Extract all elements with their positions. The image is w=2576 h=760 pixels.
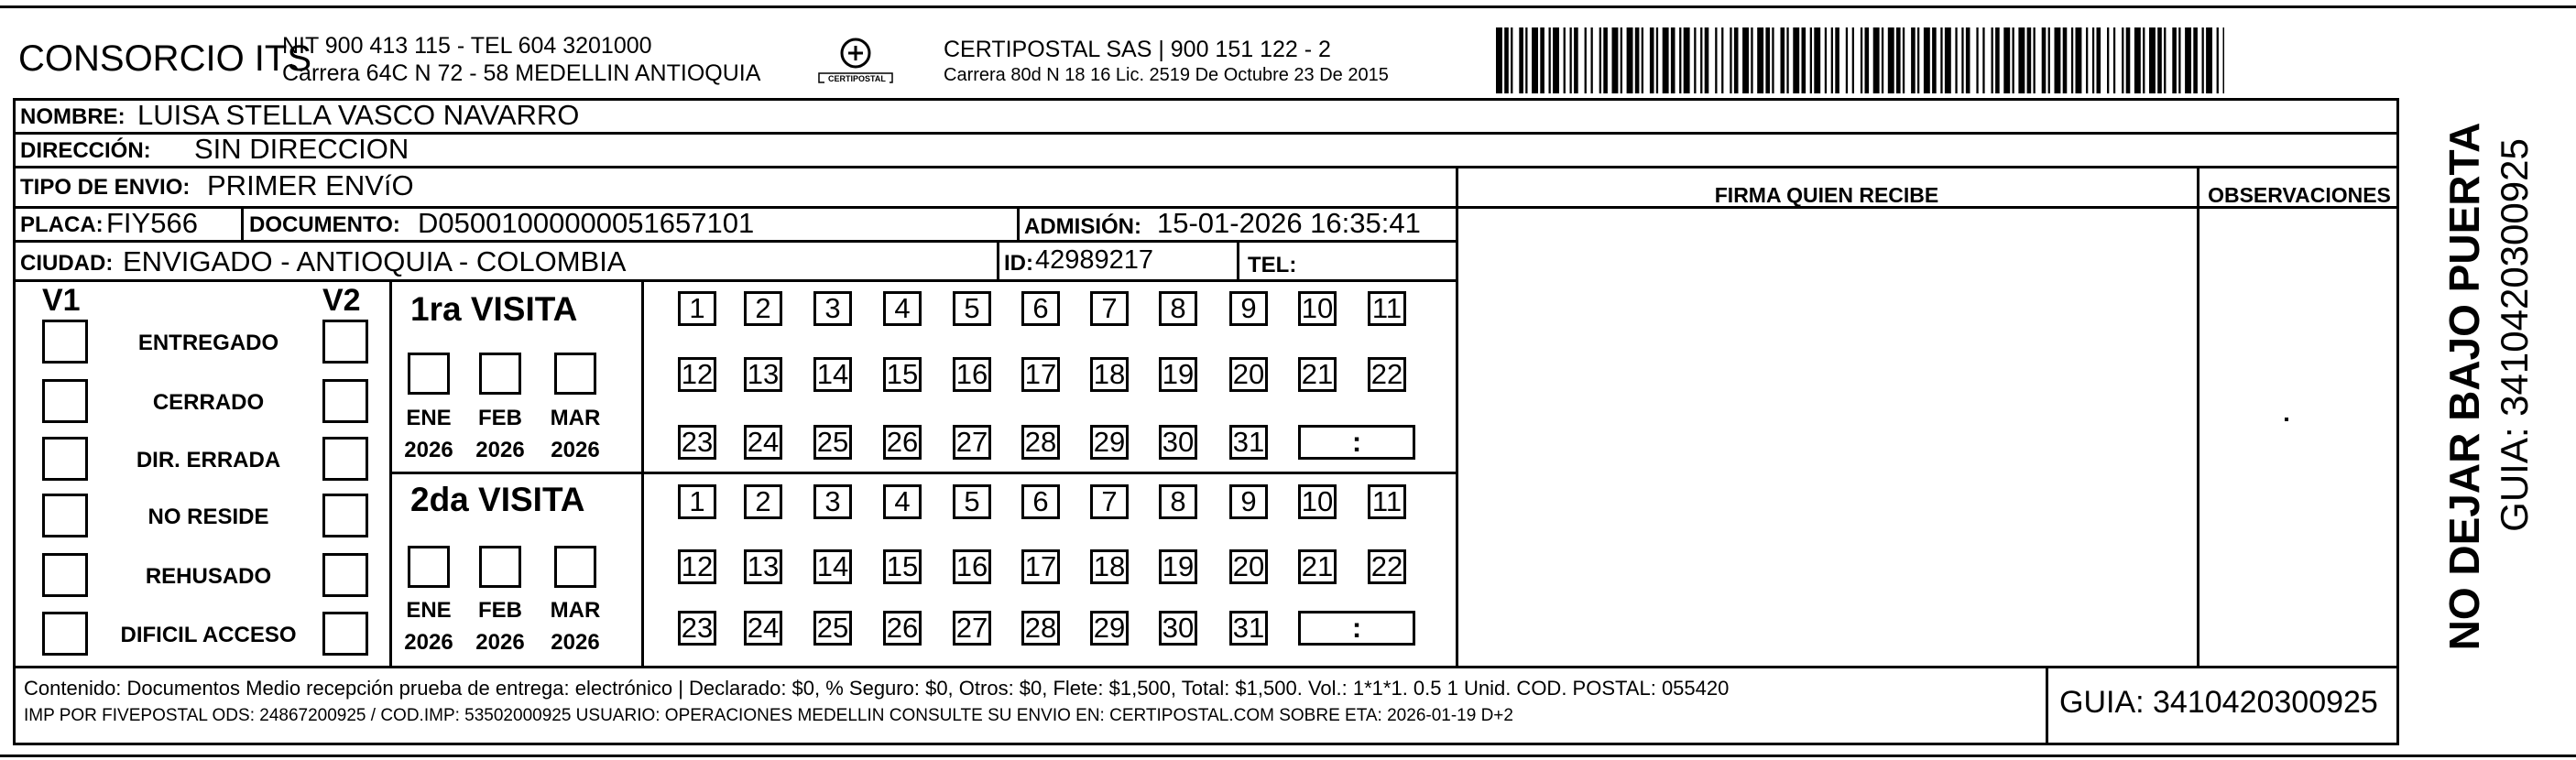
day-box[interactable]: 4	[883, 291, 922, 326]
day-box[interactable]: 13	[744, 549, 782, 584]
month-checkbox[interactable]	[554, 546, 596, 588]
side-warning: NO DEJAR BAJO PUERTA	[2440, 122, 2488, 651]
row-divider	[13, 279, 1457, 282]
day-box[interactable]: 13	[744, 357, 782, 392]
ciudad-label: CIUDAD:	[20, 251, 114, 276]
month-label: ENE	[406, 406, 452, 430]
v2-checkbox[interactable]	[322, 553, 368, 597]
day-box[interactable]: 6	[1021, 484, 1060, 519]
footer-print-info: IMP POR FIVEPOSTAL ODS: 24867200925 / COD.IMP: 53502000925 USUARIO: OPERACIONES MEDELLIN CONSULTE SU ENVIO EN: CERTIPOSTAL.COM SOBRE ETA: 2026-01-19 D+2	[24, 706, 1513, 725]
day-box[interactable]: 30	[1159, 425, 1197, 460]
v1-checkbox[interactable]	[42, 494, 88, 537]
day-box[interactable]: 31	[1229, 611, 1268, 646]
month-label: MAR	[550, 406, 601, 430]
status-label: REHUSADO	[145, 564, 272, 589]
day-box[interactable]: 19	[1159, 357, 1197, 392]
month-label: ENE	[406, 598, 452, 623]
time-box[interactable]: :	[1298, 611, 1415, 646]
month-year: 2026	[404, 438, 453, 462]
status-label: DIR. ERRADA	[136, 448, 281, 472]
day-box[interactable]: 23	[678, 611, 716, 646]
day-box[interactable]: 7	[1090, 291, 1129, 326]
row-divider	[13, 666, 2399, 668]
day-box[interactable]: 8	[1159, 484, 1197, 519]
tel-label: TEL:	[1248, 253, 1297, 277]
cell-divider	[1237, 240, 1239, 280]
day-box[interactable]: 15	[883, 549, 922, 584]
month-label: MAR	[550, 598, 601, 623]
ciudad-value: ENVIGADO - ANTIOQUIA - COLOMBIA	[123, 245, 627, 277]
v2-checkbox[interactable]	[322, 320, 368, 364]
documento-label: DOCUMENTO:	[249, 212, 400, 237]
day-box[interactable]: 15	[883, 357, 922, 392]
nombre-label: NOMBRE:	[20, 104, 126, 129]
speck-dot	[2285, 418, 2288, 421]
v2-checkbox[interactable]	[322, 379, 368, 423]
placa-label: PLACA:	[20, 212, 104, 237]
day-box[interactable]: 14	[813, 357, 852, 392]
month-checkbox[interactable]	[479, 353, 521, 395]
status-label: DIFICIL ACCESO	[120, 623, 297, 647]
v1-checkbox[interactable]	[42, 553, 88, 597]
firma-header: FIRMA QUIEN RECIBE	[1714, 183, 1939, 207]
month-year: 2026	[475, 630, 525, 655]
day-box[interactable]: 18	[1090, 549, 1129, 584]
bottom-border	[0, 755, 2576, 757]
day-box[interactable]: 9	[1229, 291, 1268, 326]
day-box[interactable]: 12	[678, 357, 716, 392]
day-box[interactable]: 25	[813, 611, 852, 646]
month-checkbox[interactable]	[479, 546, 521, 588]
day-box[interactable]: 28	[1021, 425, 1060, 460]
day-box[interactable]: 24	[744, 611, 782, 646]
day-box[interactable]: 28	[1021, 611, 1060, 646]
day-box[interactable]: 18	[1090, 357, 1129, 392]
day-box[interactable]: 24	[744, 425, 782, 460]
day-box[interactable]: 14	[813, 549, 852, 584]
day-box[interactable]: 16	[953, 549, 991, 584]
day-box[interactable]: 11	[1368, 484, 1406, 519]
month-checkbox[interactable]	[554, 353, 596, 395]
month-checkbox[interactable]	[408, 353, 450, 395]
cell-divider	[997, 240, 999, 280]
day-box[interactable]: 5	[953, 484, 991, 519]
company-address: Carrera 64C N 72 - 58 MEDELLIN ANTIOQUIA	[282, 60, 761, 86]
status-label: CERRADO	[152, 390, 265, 415]
day-box[interactable]: 2	[744, 484, 782, 519]
v1-checkbox[interactable]	[42, 612, 88, 656]
company-nit: NIT 900 413 115 - TEL 604 3201000	[282, 33, 652, 59]
day-box[interactable]: 20	[1229, 357, 1268, 392]
month-year: 2026	[404, 630, 453, 655]
day-box[interactable]: 29	[1090, 611, 1129, 646]
cell-divider	[241, 206, 244, 241]
tipo-envio-value: PRIMER ENVíO	[207, 169, 414, 201]
day-box[interactable]: 21	[1298, 357, 1337, 392]
id-label: ID:	[1004, 251, 1033, 276]
visit-divider	[389, 472, 1457, 474]
month-year: 2026	[551, 630, 600, 655]
row-divider	[13, 240, 1457, 243]
admision-label: ADMISIÓN:	[1024, 214, 1141, 239]
day-box[interactable]: 3	[813, 484, 852, 519]
day-box[interactable]: 5	[953, 291, 991, 326]
time-box[interactable]: :	[1298, 425, 1415, 460]
day-box[interactable]: 10	[1298, 484, 1337, 519]
v2-checkbox[interactable]	[322, 494, 368, 537]
day-box[interactable]: 8	[1159, 291, 1197, 326]
month-label: FEB	[478, 406, 522, 430]
v1-checkbox[interactable]	[42, 320, 88, 364]
v1-checkbox[interactable]	[42, 437, 88, 481]
status-label: ENTREGADO	[137, 331, 279, 355]
day-box[interactable]: 20	[1229, 549, 1268, 584]
day-box[interactable]: 11	[1368, 291, 1406, 326]
day-box[interactable]: 2	[744, 291, 782, 326]
day-box[interactable]: 16	[953, 357, 991, 392]
day-box[interactable]: 17	[1021, 549, 1060, 584]
day-box[interactable]: 27	[953, 425, 991, 460]
day-box[interactable]: 17	[1021, 357, 1060, 392]
day-box[interactable]: 1	[678, 291, 716, 326]
observaciones-area[interactable]	[2199, 209, 2396, 663]
day-box[interactable]: 31	[1229, 425, 1268, 460]
placa-value: FIY566	[106, 207, 198, 239]
day-box[interactable]: 26	[883, 425, 922, 460]
admision-value: 15-01-2026 16:35:41	[1157, 207, 1421, 239]
day-box[interactable]: 29	[1090, 425, 1129, 460]
day-box[interactable]: 19	[1159, 549, 1197, 584]
status-label: NO RESIDE	[147, 505, 269, 529]
day-box[interactable]: 25	[813, 425, 852, 460]
month-year: 2026	[475, 438, 525, 462]
day-box[interactable]: 21	[1298, 549, 1337, 584]
documento-value: D05001000000051657101	[418, 207, 755, 239]
tipo-envio-label: TIPO DE ENVIO:	[20, 175, 191, 200]
direccion-label: DIRECCIÓN:	[20, 138, 151, 163]
day-box[interactable]: 6	[1021, 291, 1060, 326]
footer-content: Contenido: Documentos Medio recepción prueba de entrega: electrónico | Declarado: $0, % Seguro: $0, Otros: $0, Flete: $1,500, Total: $1,500. Vol.: 1*1*1. 0.5 1 Unid. COD. POSTAL: 055420	[24, 677, 1730, 700]
day-box[interactable]: 23	[678, 425, 716, 460]
guia-divider	[2046, 666, 2048, 745]
side-guia: GUIA: 3410420300925	[2493, 138, 2536, 532]
v2-checkbox[interactable]	[322, 612, 368, 656]
day-box[interactable]: 22	[1368, 549, 1406, 584]
firma-area[interactable]	[1458, 209, 2195, 663]
month-year: 2026	[551, 438, 600, 462]
top-border	[0, 5, 2576, 8]
day-box[interactable]: 30	[1159, 611, 1197, 646]
day-box[interactable]: 1	[678, 484, 716, 519]
day-box[interactable]: 27	[953, 611, 991, 646]
row-divider	[13, 166, 2399, 168]
v1-checkbox[interactable]	[42, 379, 88, 423]
id-value: 42989217	[1035, 245, 1154, 275]
observaciones-header: OBSERVACIONES	[2208, 183, 2391, 207]
direccion-value: SIN DIRECCION	[194, 133, 409, 165]
day-box[interactable]: 9	[1229, 484, 1268, 519]
first-visit-title: 1ra VISITA	[410, 290, 578, 328]
month-checkbox[interactable]	[408, 546, 450, 588]
day-box[interactable]: 12	[678, 549, 716, 584]
logo-text: CERTIPOSTAL	[824, 75, 890, 83]
nombre-value: LUISA STELLA VASCO NAVARRO	[137, 99, 580, 131]
day-box[interactable]: 10	[1298, 291, 1337, 326]
day-box[interactable]: 26	[883, 611, 922, 646]
day-box[interactable]: 3	[813, 291, 852, 326]
v2-checkbox[interactable]	[322, 437, 368, 481]
cell-divider	[1017, 206, 1020, 241]
company-name: CONSORCIO ITS	[18, 38, 312, 79]
guia-number: GUIA: 3410420300925	[2059, 685, 2378, 720]
barcode	[1496, 27, 2224, 93]
v2-label: V2	[322, 283, 361, 318]
day-box[interactable]: 22	[1368, 357, 1406, 392]
day-box[interactable]: 7	[1090, 484, 1129, 519]
second-visit-title: 2da VISITA	[410, 481, 585, 518]
carrier-address: Carrera 80d N 18 16 Lic. 2519 De Octubre 23 De 2015	[944, 65, 1389, 85]
month-label: FEB	[478, 598, 522, 623]
carrier-name: CERTIPOSTAL SAS | 900 151 122 - 2	[944, 37, 1331, 62]
day-box[interactable]: 4	[883, 484, 922, 519]
v1-label: V1	[42, 283, 81, 318]
